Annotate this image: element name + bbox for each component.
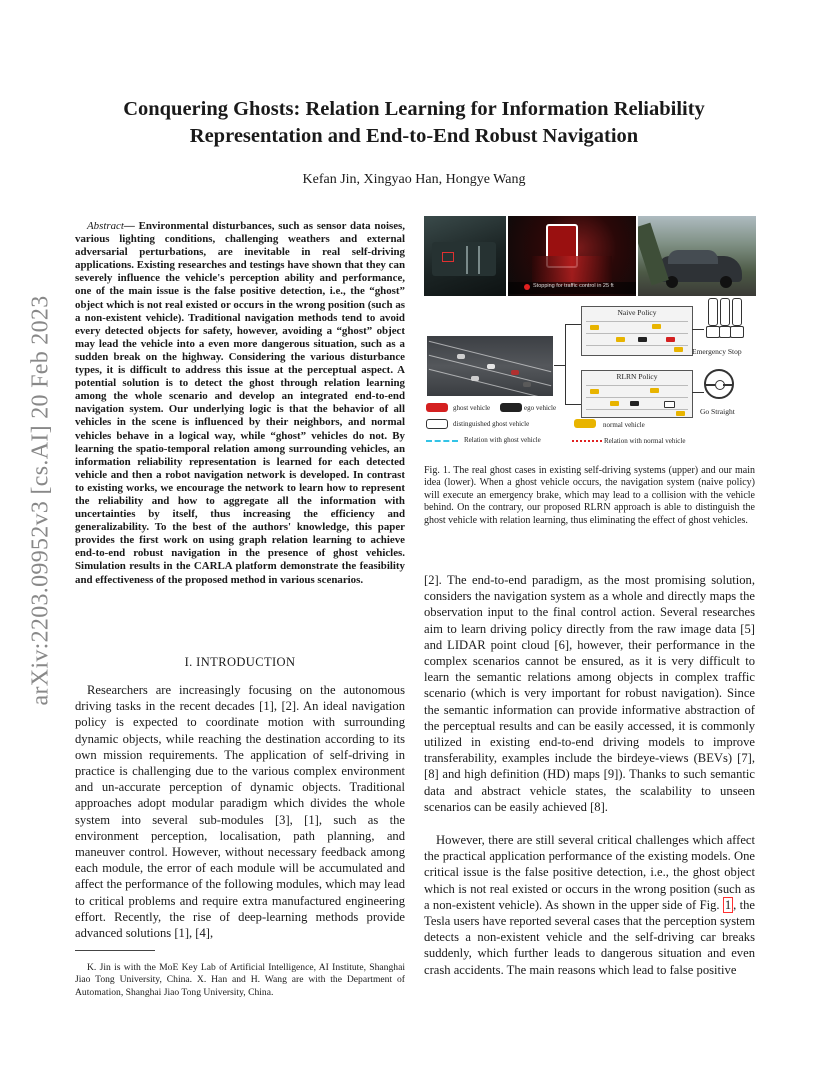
right-paragraph-1: [2]. The end-to-end paradigm, as the most promising solution, considers the navigation system as a whole and directly maps the observation input to the final control action. Several researches aim to learn driving policy directly from the raw image data [5] and LIDAR point cloud [6], however, their performance in the complex scenarios cannot be ensured, as it is very difficult to learn the semantic relations among objects in complex traffic scenario (which is very important for robust navigation). Since the semantic information can provide informative abstraction of the perceptual results and can be easily accessed, it is commonly utilized in existing end-to-end driving models to improve transferability, examples include the birdeye-views (BEVs) [7], [8] and high definition (HD) maps [9]). Thanks to such semantic data and abstract vehicle states, the scalability to unseen scenarios can be easily achieved [8]. <box>424 573 755 814</box>
legend-distinguished-swatch <box>426 419 448 429</box>
rlrn-policy-box <box>581 370 693 418</box>
emergency-stop-label: Emergency Stop <box>692 347 742 356</box>
section-heading-introduction: I. INTRODUCTION <box>184 655 296 669</box>
arxiv-identifier <box>26 295 56 705</box>
abstract-text: — Environmental disturbances, such as sensor data noises, various lighting conditions, challenging weathers and external adversarial perturbations, are inevitable in real self-driving applications. Existing researches and testings have shown that they can severely influence the vehicle's perception ability and performance, one of the main issue is the false positive detection, i.e., the “ghost” object which is not real existed or occurs in the wrong position (such as a non-existent vehicle). Traditional navigation methods tend to avoid every detected objects for safety, however, avoiding a “ghost” object may lead the vehicle into a even more dangerous situation, such as a sudden break on the highway. Considering the various disturbance types, it is difficult to address this issue at the perceptual aspect. A potential solution is to detect the ghost through relation learning among the whole scenario and develop an integrated end-to-end navigation system. Our underlying logic is that the behavior of all vehicles in the scene is influenced by their neighbors, and normal vehicles behave in a logical way, while “ghost” vehicles do not. By learning the spatio-temporal relation among surrounding vehicles, an information reliability representation is learned for each detected vehicle and then a robot navigation network is developed. In contrast to existing works, we encourage the network to learn how to represent the reliability and how to aggregate all the information with uncertainties by itself, thus increasing the efficiency and generalizability. To the best of the authors' knowledge, this paper provides the first work on using graph relation learning to achieve end-to-end robust navigation in the presence of ghost vehicles. Simulation results in the CARLA platform demonstrate the feasibility and effectiveness of the proposed method in various scenarios. <box>75 220 405 586</box>
naive-policy-box <box>581 306 693 356</box>
author-affiliation-footnote: K. Jin is with the MoE Key Lab of Artificial Intelligence, AI Institute, Shanghai Jiao Tong University, China. X. Han and H. Wang are with the Department of Automation, Shanghai Jiao Tong University, China. <box>75 962 405 998</box>
legend-ghost-label: ghost vehicle <box>453 404 491 412</box>
intro-paragraph: Researchers are increasingly focusing on the autonomous driving tasks in the recent decades [1], [2]. An ideal navigation policy is expected to coordinate motion with surrounding dynamic objects, while reaching the destination according to its own mission requirements. The application of self-driving in practice is challenging due to the various complex environment and un-accurate perception of dynamic objects. Traditional approaches adopt modular paradigm which divides the whole system into several sub-modules [3], [1], such as the environment perception, localisation, path planning, and maneuver control. However, without necessary feedback among each module, the error of each module will be accumulated and affect the performance of the following modules, which may lead to critical problems and require extra manufactured engineering effort. Recently, the rise of deep-learning methods provide advanced solutions [1], [4], <box>75 683 405 941</box>
legend-distinguished-label: distinguished ghost vehicle <box>453 420 530 428</box>
legend-normal-swatch <box>574 419 596 428</box>
legend-ghost-swatch <box>426 403 448 412</box>
naive-policy-label: Naive Policy <box>617 308 657 317</box>
legend-relation-normal-line <box>572 440 602 442</box>
legend-ego-swatch <box>500 403 522 412</box>
figure-1-caption: Fig. 1. The real ghost cases in existing self-driving systems (upper) and our main idea (lower). When a ghost vehicle occurs, the navigation system (naive policy) will execute an emergency brake, which may lead to a collision with the vehicle behind. On the contrary, our proposed RLRN approach is able to distinguish the ghost vehicle with relation learning, thus eliminating the effect of ghost vehicles. <box>424 465 755 526</box>
pedals-icon <box>706 296 742 340</box>
footnote-divider <box>75 950 155 951</box>
legend-relation-ghost-line <box>426 440 458 442</box>
steering-wheel-icon <box>704 369 734 399</box>
right-paragraph-2 <box>424 832 755 978</box>
highway-aerial-photo <box>427 336 553 396</box>
display-status-text: Stopping for traffic control in 25 ft <box>533 283 614 289</box>
tesla-display-photo <box>424 216 506 296</box>
rlrn-policy-label: RLRN Policy <box>616 372 658 381</box>
right-paragraph-2-part-a: However, there are still several critical challenges which affect the practical application performance of the existing models. One critical issue is the false positive detection, i.e., the ghost object which is not real existed or occurs in the wrong position (such as a non-existent vehicle). As shown in the upper side of Fig. <box>424 833 755 912</box>
legend-ego-label: ego vehicle <box>524 404 557 412</box>
go-straight-label: Go Straight <box>700 407 735 416</box>
abstract <box>75 220 405 587</box>
figure-reference-link[interactable]: 1 <box>724 897 732 912</box>
right-paragraph-2-part-b: , the Tesla users have reported several cases that the perception system detects a non-existent vehicle and the self-driving car breaks suddenly, which further leads to dangerous situation and even crash accidents. The main reasons which lead to false positive <box>424 897 755 977</box>
abstract-label: Abstract <box>87 220 124 232</box>
legend-normal-label: normal vehicle <box>603 421 645 429</box>
crashed-car-photo <box>638 216 756 296</box>
figure-1 <box>424 216 756 456</box>
ghost-detection-render-photo <box>508 216 636 296</box>
arxiv-id-text: arXiv:2203.09952v3 [cs.AI] 20 Feb 2023 <box>27 294 54 706</box>
paper-title: Conquering Ghosts: Relation Learning for Information Reliability Representation and End-to-End Robust Navigation <box>123 98 705 147</box>
legend-relation-ghost-label: Relation with ghost vehicle <box>464 436 541 444</box>
legend-relation-normal-label: Relation with normal vehicle <box>604 437 686 445</box>
author-list: Kefan Jin, Xingyao Han, Hongye Wang <box>302 172 526 187</box>
